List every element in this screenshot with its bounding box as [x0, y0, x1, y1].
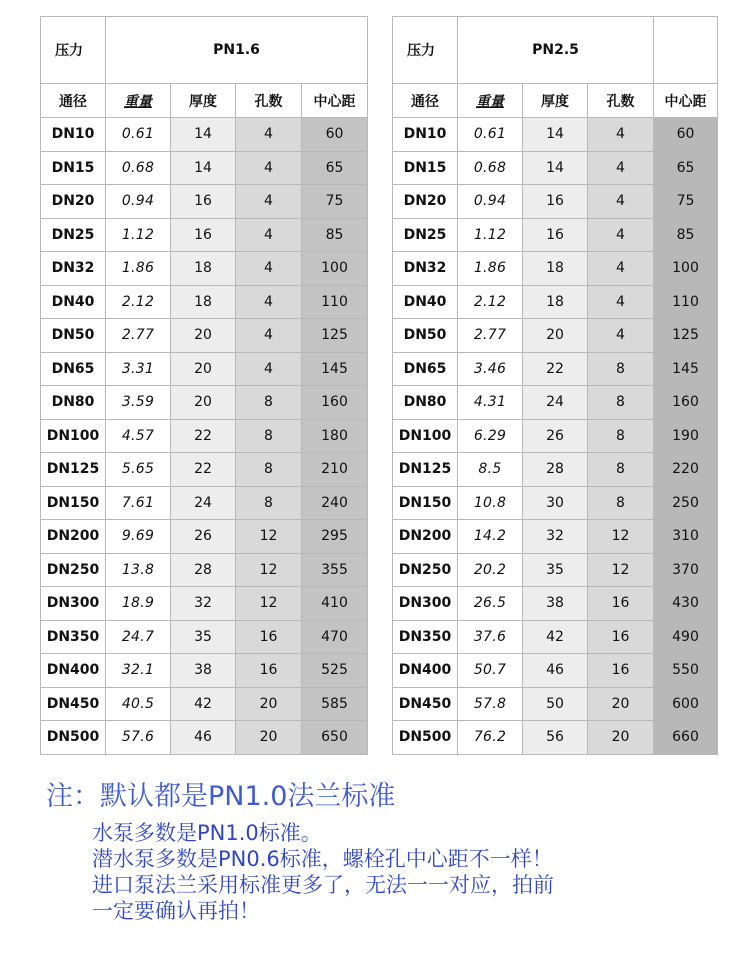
thickness-cell: 35 [171, 620, 236, 654]
table-row [393, 721, 718, 755]
center-distance-cell: 100 [654, 252, 718, 286]
weight-cell: 57.6 [106, 721, 171, 755]
nominal-diameter-cell: DN300 [41, 587, 106, 621]
center-distance-cell: 65 [654, 151, 718, 185]
center-distance-cell: 75 [654, 185, 718, 219]
weight-cell: 6.29 [458, 419, 523, 453]
thickness-cell: 30 [523, 486, 588, 520]
table-row [393, 285, 718, 319]
header-center-distance: 中心距 [654, 84, 718, 118]
hole-count-cell: 8 [236, 453, 302, 487]
thickness-cell: 22 [171, 453, 236, 487]
center-distance-cell: 310 [654, 520, 718, 554]
weight-cell: 20.2 [458, 553, 523, 587]
hole-count-cell: 4 [588, 151, 654, 185]
center-distance-cell: 585 [302, 687, 368, 721]
thickness-cell: 14 [523, 118, 588, 152]
weight-cell: 13.8 [106, 553, 171, 587]
note-heading: 注：默认都是PN1.0法兰标准 [46, 781, 396, 812]
hole-count-cell: 8 [588, 486, 654, 520]
thickness-cell: 28 [171, 553, 236, 587]
hole-count-cell: 4 [236, 185, 302, 219]
weight-cell: 8.5 [458, 453, 523, 487]
center-distance-cell: 190 [654, 419, 718, 453]
header-hole-count: 孔数 [588, 84, 654, 118]
table-row [41, 553, 368, 587]
table-row [393, 587, 718, 621]
hole-count-cell: 12 [588, 520, 654, 554]
thickness-cell: 14 [171, 118, 236, 152]
thickness-cell: 24 [171, 486, 236, 520]
nominal-diameter-cell: DN350 [41, 620, 106, 654]
weight-cell: 2.77 [106, 319, 171, 353]
weight-cell: 1.12 [106, 218, 171, 252]
hole-count-cell: 16 [588, 587, 654, 621]
weight-cell: 40.5 [106, 687, 171, 721]
weight-cell: 4.57 [106, 419, 171, 453]
pressure-label: 压力 [41, 17, 106, 84]
nominal-diameter-cell: DN300 [393, 587, 458, 621]
hole-count-cell: 4 [236, 319, 302, 353]
thickness-cell: 26 [171, 520, 236, 554]
center-distance-cell: 355 [302, 553, 368, 587]
thickness-cell: 50 [523, 687, 588, 721]
center-distance-cell: 75 [302, 185, 368, 219]
thickness-cell: 16 [171, 185, 236, 219]
thickness-cell: 20 [523, 319, 588, 353]
weight-cell: 1.12 [458, 218, 523, 252]
pressure-value: PN1.6 [106, 17, 368, 84]
table-row [41, 453, 368, 487]
nominal-diameter-cell: DN150 [393, 486, 458, 520]
center-distance-cell: 180 [302, 419, 368, 453]
nominal-diameter-cell: DN32 [393, 252, 458, 286]
center-distance-cell: 145 [302, 352, 368, 386]
nominal-diameter-cell: DN150 [41, 486, 106, 520]
weight-cell: 50.7 [458, 654, 523, 688]
nominal-diameter-cell: DN40 [41, 285, 106, 319]
hole-count-cell: 8 [236, 386, 302, 420]
thickness-cell: 38 [523, 587, 588, 621]
header-nominal-diameter: 通径 [41, 84, 106, 118]
nominal-diameter-cell: DN50 [41, 319, 106, 353]
weight-cell: 32.1 [106, 654, 171, 688]
nominal-diameter-cell: DN40 [393, 285, 458, 319]
nominal-diameter-cell: DN450 [41, 687, 106, 721]
table-row [41, 587, 368, 621]
nominal-diameter-cell: DN80 [393, 386, 458, 420]
weight-cell: 0.68 [458, 151, 523, 185]
hole-count-cell: 4 [236, 151, 302, 185]
table-row [41, 687, 368, 721]
weight-cell: 2.77 [458, 319, 523, 353]
hole-count-cell: 16 [236, 654, 302, 688]
weight-cell: 4.31 [458, 386, 523, 420]
thickness-cell: 14 [171, 151, 236, 185]
thickness-cell: 28 [523, 453, 588, 487]
hole-count-cell: 4 [236, 118, 302, 152]
table-row [393, 453, 718, 487]
hole-count-cell: 4 [588, 319, 654, 353]
nominal-diameter-cell: DN10 [393, 118, 458, 152]
table-row [41, 118, 368, 152]
weight-cell: 14.2 [458, 520, 523, 554]
thickness-cell: 22 [171, 419, 236, 453]
hole-count-cell: 20 [236, 721, 302, 755]
note-line: 水泵多数是PN1.0标准。 [92, 821, 322, 845]
nominal-diameter-cell: DN400 [41, 654, 106, 688]
center-distance-cell: 60 [302, 118, 368, 152]
hole-count-cell: 16 [236, 620, 302, 654]
center-distance-cell: 85 [302, 218, 368, 252]
note-line: 一定要确认再拍！ [92, 899, 260, 923]
hole-count-cell: 4 [588, 218, 654, 252]
nominal-diameter-cell: DN200 [41, 520, 106, 554]
center-distance-cell: 160 [654, 386, 718, 420]
hole-count-cell: 16 [588, 654, 654, 688]
hole-count-cell: 8 [588, 453, 654, 487]
table-row [41, 151, 368, 185]
table-row [41, 319, 368, 353]
weight-cell: 10.8 [458, 486, 523, 520]
nominal-diameter-cell: DN250 [393, 553, 458, 587]
header-weight: 重量 [458, 84, 523, 118]
header-hole-count: 孔数 [236, 84, 302, 118]
hole-count-cell: 12 [588, 553, 654, 587]
nominal-diameter-cell: DN65 [393, 352, 458, 386]
table-row [393, 386, 718, 420]
thickness-cell: 20 [171, 352, 236, 386]
table-row [393, 218, 718, 252]
table-row [41, 486, 368, 520]
header-center-distance: 中心距 [302, 84, 368, 118]
weight-cell: 3.46 [458, 352, 523, 386]
weight-cell: 57.8 [458, 687, 523, 721]
weight-cell: 0.94 [106, 185, 171, 219]
weight-cell: 0.61 [458, 118, 523, 152]
table-row [393, 151, 718, 185]
weight-cell: 3.59 [106, 386, 171, 420]
table-row [41, 185, 368, 219]
nominal-diameter-cell: DN32 [41, 252, 106, 286]
table-row [393, 654, 718, 688]
center-distance-cell: 550 [654, 654, 718, 688]
thickness-cell: 22 [523, 352, 588, 386]
flange-table-pn16 [40, 16, 368, 755]
nominal-diameter-cell: DN200 [393, 520, 458, 554]
center-distance-cell: 525 [302, 654, 368, 688]
center-distance-cell: 210 [302, 453, 368, 487]
nominal-diameter-cell: DN100 [393, 419, 458, 453]
table-row [393, 352, 718, 386]
table-row [41, 721, 368, 755]
nominal-diameter-cell: DN20 [41, 185, 106, 219]
header-row [41, 84, 368, 118]
table-row [393, 520, 718, 554]
table-row [393, 620, 718, 654]
center-distance-cell: 660 [654, 721, 718, 755]
flange-table-pn25 [392, 16, 718, 755]
hole-count-cell: 8 [588, 419, 654, 453]
center-distance-cell: 125 [302, 319, 368, 353]
center-distance-cell: 650 [302, 721, 368, 755]
weight-cell: 0.68 [106, 151, 171, 185]
thickness-cell: 16 [523, 218, 588, 252]
thickness-cell: 18 [523, 285, 588, 319]
center-distance-cell: 240 [302, 486, 368, 520]
center-distance-cell: 430 [654, 587, 718, 621]
table-row [393, 185, 718, 219]
table-row [393, 118, 718, 152]
nominal-diameter-cell: DN100 [41, 419, 106, 453]
hole-count-cell: 12 [236, 553, 302, 587]
table-row [41, 218, 368, 252]
nominal-diameter-cell: DN20 [393, 185, 458, 219]
note-line: 进口泵法兰采用标准更多了，无法一一对应，拍前 [92, 873, 554, 897]
table-row [393, 252, 718, 286]
center-distance-cell: 470 [302, 620, 368, 654]
center-distance-cell: 250 [654, 486, 718, 520]
thickness-cell: 32 [523, 520, 588, 554]
hole-count-cell: 20 [236, 687, 302, 721]
table-row [41, 352, 368, 386]
table-row [393, 553, 718, 587]
thickness-cell: 46 [523, 654, 588, 688]
thickness-cell: 16 [523, 185, 588, 219]
weight-cell: 1.86 [106, 252, 171, 286]
center-distance-cell: 370 [654, 553, 718, 587]
nominal-diameter-cell: DN15 [41, 151, 106, 185]
header-thickness: 厚度 [523, 84, 588, 118]
weight-cell: 26.5 [458, 587, 523, 621]
thickness-cell: 42 [171, 687, 236, 721]
thickness-cell: 20 [171, 319, 236, 353]
hole-count-cell: 4 [588, 285, 654, 319]
hole-count-cell: 16 [588, 620, 654, 654]
thickness-cell: 18 [171, 285, 236, 319]
hole-count-cell: 4 [588, 185, 654, 219]
center-distance-cell: 60 [654, 118, 718, 152]
hole-count-cell: 8 [588, 386, 654, 420]
center-distance-cell: 145 [654, 352, 718, 386]
nominal-diameter-cell: DN25 [393, 218, 458, 252]
center-distance-cell: 65 [302, 151, 368, 185]
table-row [393, 687, 718, 721]
center-distance-cell: 220 [654, 453, 718, 487]
header-thickness: 厚度 [171, 84, 236, 118]
nominal-diameter-cell: DN125 [41, 453, 106, 487]
hole-count-cell: 4 [236, 285, 302, 319]
title-row [41, 17, 368, 84]
table-row [41, 419, 368, 453]
header-weight: 重量 [106, 84, 171, 118]
center-distance-cell: 85 [654, 218, 718, 252]
weight-cell: 0.61 [106, 118, 171, 152]
weight-cell: 2.12 [106, 285, 171, 319]
thickness-cell: 18 [171, 252, 236, 286]
weight-cell: 3.31 [106, 352, 171, 386]
center-distance-cell: 295 [302, 520, 368, 554]
pressure-value: PN2.5 [458, 17, 654, 84]
hole-count-cell: 4 [236, 352, 302, 386]
hole-count-cell: 8 [588, 352, 654, 386]
table-row [393, 486, 718, 520]
nominal-diameter-cell: DN450 [393, 687, 458, 721]
table-row [41, 252, 368, 286]
title-row [393, 17, 718, 84]
note-line: 潜水泵多数是PN0.6标准，螺栓孔中心距不一样！ [92, 847, 553, 871]
header-row [393, 84, 718, 118]
nominal-diameter-cell: DN500 [41, 721, 106, 755]
thickness-cell: 16 [171, 218, 236, 252]
center-distance-cell: 110 [302, 285, 368, 319]
header-nominal-diameter: 通径 [393, 84, 458, 118]
weight-cell: 5.65 [106, 453, 171, 487]
thickness-cell: 18 [523, 252, 588, 286]
center-distance-cell: 110 [654, 285, 718, 319]
weight-cell: 7.61 [106, 486, 171, 520]
nominal-diameter-cell: DN125 [393, 453, 458, 487]
table-row [41, 520, 368, 554]
nominal-diameter-cell: DN250 [41, 553, 106, 587]
pressure-label: 压力 [393, 17, 458, 84]
thickness-cell: 46 [171, 721, 236, 755]
nominal-diameter-cell: DN350 [393, 620, 458, 654]
hole-count-cell: 20 [588, 721, 654, 755]
weight-cell: 76.2 [458, 721, 523, 755]
center-distance-cell: 160 [302, 386, 368, 420]
table-row [393, 319, 718, 353]
hole-count-cell: 8 [236, 486, 302, 520]
table-row [41, 386, 368, 420]
thickness-cell: 14 [523, 151, 588, 185]
weight-cell: 2.12 [458, 285, 523, 319]
hole-count-cell: 4 [588, 252, 654, 286]
weight-cell: 9.69 [106, 520, 171, 554]
title-blank-cell [654, 17, 718, 84]
weight-cell: 24.7 [106, 620, 171, 654]
nominal-diameter-cell: DN25 [41, 218, 106, 252]
center-distance-cell: 490 [654, 620, 718, 654]
hole-count-cell: 4 [588, 118, 654, 152]
thickness-cell: 35 [523, 553, 588, 587]
center-distance-cell: 600 [654, 687, 718, 721]
center-distance-cell: 100 [302, 252, 368, 286]
nominal-diameter-cell: DN50 [393, 319, 458, 353]
thickness-cell: 56 [523, 721, 588, 755]
nominal-diameter-cell: DN65 [41, 352, 106, 386]
thickness-cell: 26 [523, 419, 588, 453]
weight-cell: 18.9 [106, 587, 171, 621]
hole-count-cell: 12 [236, 587, 302, 621]
hole-count-cell: 12 [236, 520, 302, 554]
weight-cell: 1.86 [458, 252, 523, 286]
table-row [393, 419, 718, 453]
nominal-diameter-cell: DN10 [41, 118, 106, 152]
thickness-cell: 24 [523, 386, 588, 420]
thickness-cell: 42 [523, 620, 588, 654]
thickness-cell: 38 [171, 654, 236, 688]
table-row [41, 654, 368, 688]
table-row [41, 620, 368, 654]
thickness-cell: 20 [171, 386, 236, 420]
nominal-diameter-cell: DN15 [393, 151, 458, 185]
hole-count-cell: 4 [236, 252, 302, 286]
weight-cell: 37.6 [458, 620, 523, 654]
hole-count-cell: 8 [236, 419, 302, 453]
table-row [41, 285, 368, 319]
hole-count-cell: 20 [588, 687, 654, 721]
hole-count-cell: 4 [236, 218, 302, 252]
weight-cell: 0.94 [458, 185, 523, 219]
nominal-diameter-cell: DN80 [41, 386, 106, 420]
center-distance-cell: 410 [302, 587, 368, 621]
nominal-diameter-cell: DN400 [393, 654, 458, 688]
nominal-diameter-cell: DN500 [393, 721, 458, 755]
thickness-cell: 32 [171, 587, 236, 621]
center-distance-cell: 125 [654, 319, 718, 353]
